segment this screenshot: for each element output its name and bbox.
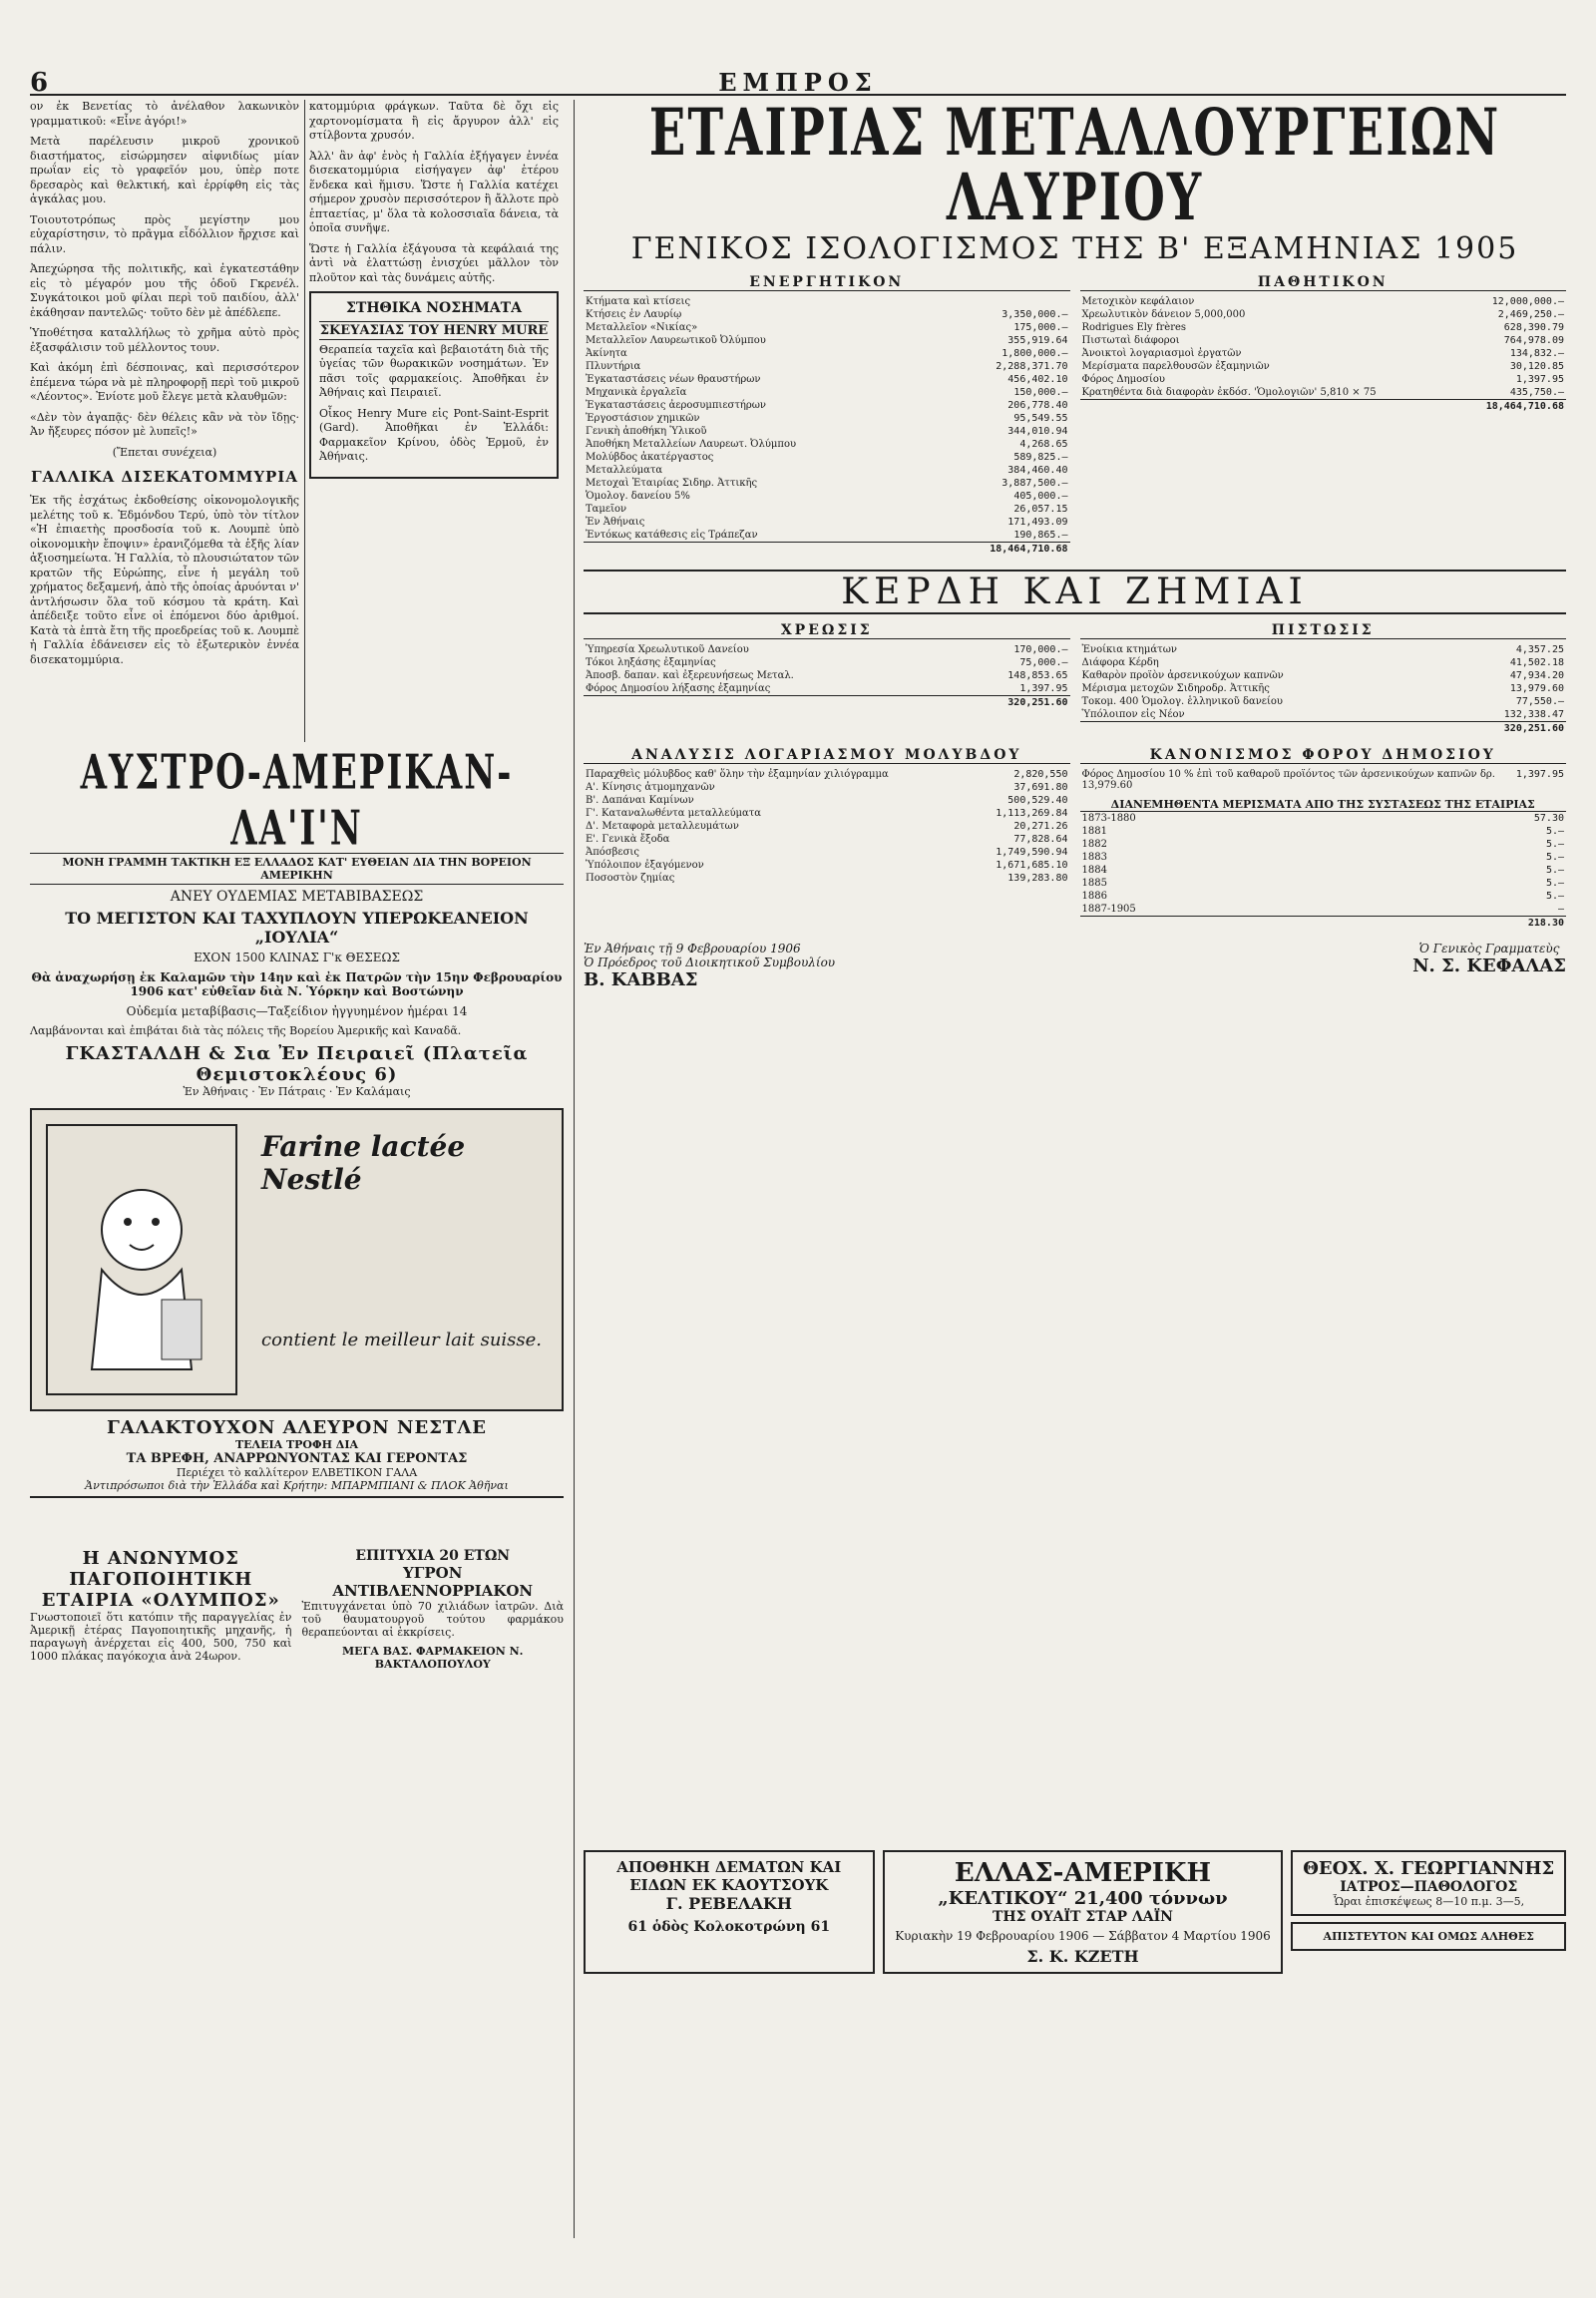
- row-value: 1,397.95: [1515, 374, 1564, 385]
- doctor-title: ΙΑΤΡΟΣ—ΠΑΘΟΛΟΓΟΣ: [1340, 1879, 1518, 1895]
- asset-row: [584, 477, 1070, 490]
- doctor-hours: Ὧραι ἐπισκέψεως 8—10 π.μ. 3—5,: [1333, 1895, 1525, 1908]
- total-value: 218.30: [1368, 917, 1566, 931]
- america-ad: [883, 1850, 1284, 1974]
- austro-line6: Οὐδεμία μεταβίβασις—Ταξείδιον ἠγγυημένον ἡμέραι 14: [126, 1004, 468, 1018]
- henry-mure-ad: [309, 291, 559, 479]
- row-value: 1,800,000.—: [1001, 348, 1068, 359]
- dividend-row: [1080, 903, 1567, 917]
- ad-address: Οἶκος Henry Mure εἰς Pont-Saint-Esprit (Gard). Ἀποθῆκαι ἐν Ἑλλάδι: Φαρμακεῖον Κρίνου, ὁδὸς Ἑρμοῦ, ἐν Ἀθήναις.: [319, 406, 549, 464]
- row-label: Μολύβδος ἀκατέργαστος: [586, 452, 714, 463]
- row-label: Ἀκίνητα: [586, 348, 627, 359]
- sign-date: Ἐν Ἀθήναις τῇ 9 Φεβρουαρίου 1906: [584, 942, 801, 956]
- ad-body: Θεραπεία ταχεῖα καὶ βεβαιοτάτη διὰ τῆς ὑγείας τῶν θωρακικῶν νοσημάτων. Ἐν πᾶσι τοῖς φαρμακείοις. Ἀποθῆκαι ἐν Ἀθήναις καὶ Πειραιεῖ.: [319, 342, 549, 400]
- president-name: Β. ΚΑΒΒΑΣ: [584, 969, 698, 990]
- row-value: 1,397.95: [1019, 683, 1068, 694]
- row-label: Δ'. Μεταφορὰ μεταλλευμάτων: [586, 821, 739, 832]
- row-value: 132,338.47: [1503, 709, 1564, 720]
- row-label: Ἀποθήκη Μεταλλείων Λαυρεωτ. Ὀλύμπου: [586, 439, 797, 450]
- paragraph: Ὥστε ἡ Γαλλία ἐξάγουσα τὰ κεφάλαιά της ἀντὶ νὰ ἐλαττώσῃ ἐνισχύει μᾶλλον τὸν πλοῦτον καὶ τὰς δυνάμεις αὐτῆς.: [309, 241, 559, 284]
- balance-subtitle: ΓΕΝΙΚΟΣ ΙΣΟΛΟΓΙΣΜΟΣ ΤΗΣ Β' ΕΞΑΜΗΝΙΑΣ 1905: [630, 231, 1519, 266]
- asset-row: [584, 503, 1070, 516]
- row-label: 1884: [1081, 865, 1107, 876]
- row-label: Ἐγκαταστάσεις νέων θραυστήρων: [586, 374, 761, 385]
- row-value: 500,529.40: [1007, 795, 1068, 806]
- total-row: [1080, 400, 1567, 414]
- row-label: Ἐργοστάσιον χημικῶν: [586, 413, 700, 424]
- asset-row: [584, 464, 1070, 477]
- rubber-owner: Γ. ΡΕΒΕΛΑΚΗ: [665, 1894, 792, 1913]
- row-value: 1,749,590.94: [996, 847, 1068, 858]
- epitychia-title: ΕΠΙΤΥΧΙΑ 20 ΕΤΩΝ: [355, 1548, 511, 1564]
- tax-heading: ΚΑΝΟΝΙΣΜΟΣ ΦΟΡΟΥ ΔΗΜΟΣΙΟΥ: [1080, 747, 1567, 764]
- paragraph: Ἀλλ' ἂν ἀφ' ἑνὸς ἡ Γαλλία ἐξήγαγεν ἐννέα δισεκατομμύρια εἰσήγαγεν ἀφ' ἑτέρου ἕνδεκα καὶ ἥμισυ. Ὥστε ἡ Γαλλία κατέχει σήμερον χρυσὸν περισσότερον ἢ ἄλλοτε πρὸ ἑπταετίας, μ' ὅλα τὰ κολοσσιαῖα δάνεια, τὰ ὁποῖα συνῆψε.: [309, 149, 559, 235]
- ad-title: ΣΤΗΘΙΚΑ ΝΟΣΗΜΑΤΑ: [346, 300, 522, 317]
- column-2: [309, 100, 559, 485]
- page-number: 6: [30, 68, 49, 98]
- row-label: Μέρισμα μετοχῶν Σιδηροδρ. Ἀττικῆς: [1081, 683, 1270, 694]
- row-value: 171,493.09: [1007, 517, 1068, 528]
- row-value: 41,502.18: [1509, 657, 1564, 668]
- paragraph: «Δὲν τὸν ἀγαπᾷς· δὲν θέλεις κἂν νὰ τὸν ἴδῃς· Ἀν ἤξευρες πόσον μὲ λυπεῖς!»: [30, 410, 299, 439]
- row-value: 26,057.15: [1013, 504, 1068, 515]
- liability-row: [1080, 373, 1567, 386]
- olympos-ad: [30, 1548, 292, 1671]
- total-row: [584, 543, 1070, 557]
- nestle-brand: Farine lactée Nestlé: [261, 1130, 466, 1196]
- row-label: Μετοχικὸν κεφάλαιον: [1081, 296, 1195, 307]
- lead-table: [584, 768, 1070, 885]
- row-value: 405,000.—: [1013, 491, 1068, 502]
- credit-heading: ΠΙΣΤΩΣΙΣ: [1080, 622, 1567, 639]
- page-header: [30, 68, 1566, 96]
- paragraph: Καὶ ἀκόμη ἐπὶ δέσποινας, καὶ περισσότερον ἐπέμενα τώρα νὰ μὲ πληροφορῇ περὶ τοῦ μικροῦ «Λέοντος». Ἐνίοτε μοῦ ἔλεγε μετὰ κλαυθμῶν:: [30, 361, 299, 404]
- paragraph: Ἀπεχώρησα τῆς πολιτικῆς, καὶ ἐγκατεστάθην εἰς τὸ μέγαρόν μου τῆς ὁδοῦ Γκρενέλ. Συγκάτοικοι μοῦ φίλαι περὶ τοῦ παιδίου, ἀλλ' ἐκάθησαν παντελῶς· τοῦτο δὲν μὲ ἀπέδλεπε.: [30, 262, 299, 319]
- ad-subtitle: ΣΚΕΥΑΣΙΑΣ ΤΟΥ HENRY MURE: [319, 321, 549, 340]
- america-ship: „ΚΕΛΤΙΚΟΥ“ 21,400 τόννων: [938, 1888, 1228, 1909]
- olympos-title: Η ΑΝΩΝΥΜΟΣ ΠΑΓΟΠΟΙΗΤΙΚΗ ΕΤΑΙΡΙΑ «ΟΛΥΜΠΟΣ»: [41, 1548, 280, 1611]
- row-label: Μηχανικὰ ἐργαλεῖα: [586, 387, 687, 398]
- nestle-ad-image: [30, 1108, 564, 1411]
- row-label: Μεταλλεύματα: [586, 465, 663, 476]
- row-label: Ἐν Ἀθήναις: [586, 517, 645, 528]
- row-label: Ὑπόλοιπον εἰς Νέον: [1081, 709, 1185, 720]
- debit-row: [584, 656, 1070, 669]
- lead-row: [584, 781, 1070, 794]
- lead-row: [584, 872, 1070, 885]
- row-label: Μερίσματα παρελθουσῶν ἐξαμηνιῶν: [1081, 361, 1270, 372]
- row-value: 355,919.64: [1007, 335, 1068, 346]
- row-value: 435,750.—: [1509, 387, 1564, 398]
- lower-left-ads: [30, 745, 564, 1671]
- paragraph: κατομμύρια φράγκων. Ταῦτα δὲ ὄχι εἰς χαρτονομίσματα ἢ εἰς ἄργυρον ἀλλ' εἰς στίλβοντα χρυσόν.: [309, 100, 559, 143]
- row-label: Ἐνοίκια κτημάτων: [1081, 644, 1177, 655]
- rubber-ad: [584, 1850, 875, 1974]
- lead-row: [584, 794, 1070, 807]
- row-label: Β'. Δαπάναι Καμίνων: [586, 795, 694, 806]
- asset-row: [584, 529, 1070, 543]
- nestle-box-text: contient le meilleur lait suisse.: [261, 1330, 543, 1350]
- nestle-desc1: ΤΕΛΕΙΑ ΤΡΟΦΗ ΔΙΑ: [234, 1438, 359, 1451]
- row-value: 5.—: [1545, 878, 1564, 889]
- row-value: 764,978.09: [1503, 335, 1564, 346]
- total-label: [1080, 400, 1461, 414]
- credit-table: [1080, 643, 1567, 735]
- row-value: 344,010.94: [1007, 426, 1068, 437]
- america-agent: Σ. Κ. ΚΖΕΤΗ: [1026, 1947, 1139, 1966]
- liability-row: [1080, 386, 1567, 400]
- article-heading: ΓΑΛΛΙΚΑ ΔΙΣΕΚΑΤΟΜΜΥΡΙΑ: [31, 468, 298, 487]
- lead-heading: ΑΝΑΛΥΣΙΣ ΛΟΓΑΡΙΑΣΜΟΥ ΜΟΛΥΒΔΟΥ: [584, 747, 1070, 764]
- row-label: Ἀποσβ. δαπαν. καὶ ἐξερευνήσεως Μεταλ.: [586, 670, 794, 681]
- row-label: Γ'. Καταναλωθέντα μεταλλεύματα: [586, 808, 762, 819]
- secretary-name: Ν. Σ. ΚΕΦΑΛΑΣ: [1412, 956, 1566, 976]
- asset-row: [584, 412, 1070, 425]
- row-value: 37,691.80: [1013, 782, 1068, 793]
- row-label: Ἀνοικτοὶ λογαριασμοὶ ἐργατῶν: [1081, 348, 1242, 359]
- credit-row: [1080, 708, 1567, 722]
- profit-loss-heading: ΚΕΡΔΗ ΚΑΙ ΖΗΜΙΑΙ: [584, 570, 1566, 614]
- lead-row: [584, 768, 1070, 781]
- asset-row: [584, 308, 1070, 321]
- row-label: Διάφορα Κέρδη: [1081, 657, 1159, 668]
- row-label: Ὑπηρεσία Χρεωλυτικοῦ Δανείου: [586, 644, 749, 655]
- row-label: Ἀπόσβεσις: [586, 847, 639, 858]
- right-ads: [1291, 1850, 1566, 1974]
- row-label: Κτήσεις ἐν Λαυρίῳ: [586, 309, 682, 320]
- credit-row: [1080, 695, 1567, 708]
- epitychia-text: Ἐπιτυγχάνεται ὑπὸ 70 χιλιάδων ἰατρῶν. Διὰ τοῦ θαυματουργοῦ τούτου φαρμάκου θεραπεύονται αἱ ἐκκρίσεις.: [301, 1600, 564, 1639]
- debit-row: [584, 643, 1070, 656]
- nestle-desc2: ΤΑ ΒΡΕΦΗ, ΑΝΑΡΡΩΝΥΟΝΤΑΣ ΚΑΙ ΓΕΡΟΝΤΑΣ: [126, 1451, 468, 1466]
- row-value: 1,671,685.10: [996, 860, 1068, 871]
- row-value: 12,000,000.—: [1491, 296, 1564, 307]
- row-value: 4,268.65: [1019, 439, 1068, 450]
- column-1: [30, 100, 299, 673]
- asset-row: [584, 334, 1070, 347]
- liability-row: [1080, 321, 1567, 334]
- credit-row: [1080, 682, 1567, 695]
- olympos-text: Γνωστοποιεῖ ὅτι κατόπιν τῆς παραγγελίας ἐν Ἀμερικῇ ἑτέρας Παγοποιητικῆς μηχανῆς, ἡ παραγωγὴ ἀνέρχεται εἰς 400, 500, 750 καὶ 1000 πλάκας παγόκοχια ἀνὰ 24ωρον.: [30, 1611, 292, 1663]
- liability-row: [1080, 360, 1567, 373]
- row-value: 75,000.—: [1019, 657, 1068, 668]
- row-value: 134,832.—: [1509, 348, 1564, 359]
- tax-value: 1,397.95: [1515, 769, 1564, 780]
- row-label: Α'. Κίνησις ἀτμομηχανῶν: [586, 782, 715, 793]
- row-label: Τοκομ. 400 Ὁμολογ. ἑλληνικοῦ δανείου: [1081, 696, 1284, 707]
- row-label: Ὁμολογ. δανείου 5%: [586, 491, 690, 502]
- row-value: 77,550.—: [1515, 696, 1564, 707]
- row-label: Μεταλλεῖον «Νικίας»: [586, 322, 698, 333]
- row-value: 5.—: [1545, 839, 1564, 850]
- austro-line4: ΕΧΟΝ 1500 ΚΛΙΝΑΣ Γ'κ ΘΕΣΕΩΣ: [194, 951, 400, 964]
- dividend-row: [1080, 838, 1567, 851]
- asset-row: [584, 321, 1070, 334]
- america-line: ΤΗΣ ΟΥΑΪΤ ΣΤΑΡ ΛΑΪΝ: [993, 1909, 1173, 1925]
- doctor-name: ΘΕΟΧ. Χ. ΓΕΩΡΓΙΑΝΝΗΣ: [1303, 1858, 1555, 1879]
- assets-heading: ΕΝΕΡΓΗΤΙΚΟΝ: [584, 274, 1070, 291]
- row-label: Ὑπόλοιπον ἐξαγόμενον: [586, 860, 704, 871]
- row-value: 47,934.20: [1509, 670, 1564, 681]
- liability-row: [1080, 347, 1567, 360]
- bottom-ads: [584, 1850, 1566, 1974]
- epitychia-ad: [302, 1548, 565, 1671]
- paragraph: Μετὰ παρέλευσιν μικροῦ χρονικοῦ διαστήματος, εἰσώρμησεν αἰφνιδίως μίαν πρωΐαν εἰς τὸ γραφεῖόν μου, ὑπὲρ ποτε δρεσαρὸς καὶ θελκτική, καὶ ἐρρίφθη εἰς τὰς ἀγκάλας μου.: [30, 135, 299, 206]
- row-value: 5.—: [1545, 852, 1564, 863]
- total-row: [1080, 917, 1567, 931]
- row-label: Rodrigues Ely frères: [1081, 322, 1187, 333]
- row-label: 1885: [1081, 878, 1107, 889]
- row-value: 139,283.80: [1007, 873, 1068, 884]
- asset-row: [584, 360, 1070, 373]
- total-label: [584, 696, 958, 710]
- row-label: Πλυντήρια: [586, 361, 641, 372]
- austro-line2: ΑΝΕΥ ΟΥΔΕΜΙΑΣ ΜΕΤΑΒΙΒΑΣΕΩΣ: [170, 889, 424, 905]
- assets-table: [584, 295, 1070, 556]
- balance-sheet: [584, 95, 1566, 990]
- row-value: 175,000.—: [1013, 322, 1068, 333]
- doctor-ad: [1291, 1850, 1566, 1916]
- row-label: Φόρος Δημοσίου: [1081, 374, 1165, 385]
- paragraph: Τοιουτοτρόπως πρὸς μεγίστην μου εὐχαρίστησιν, τὸ πρᾶγμα εἶδόλλιον ἤρχισε καὶ πάλιν.: [30, 212, 299, 255]
- row-value: 77,828.64: [1013, 834, 1068, 845]
- liabilities-heading: ΠΑΘΗΤΙΚΟΝ: [1080, 274, 1567, 291]
- total-label: [1080, 917, 1369, 931]
- lead-row: [584, 833, 1070, 846]
- nestle-agent: Ἀντιπρόσωποι διὰ τὴν Ἑλλάδα καὶ Κρήτην: ΜΠΑΡΜΠΙΑΝΙ & ΠΛΟΚ Ἀθῆναι: [30, 1479, 564, 1498]
- signatures: [584, 942, 1566, 990]
- row-value: 150,000.—: [1013, 387, 1068, 398]
- austro-line9: Ἐν Ἀθήναις · Ἐν Πάτραις · Ἐν Καλάμαις: [183, 1085, 411, 1098]
- row-value: 20,271.26: [1013, 821, 1068, 832]
- row-value: 148,853.65: [1007, 670, 1068, 681]
- total-row: [584, 696, 1070, 710]
- row-label: 1883: [1081, 852, 1107, 863]
- row-value: 1,113,269.84: [996, 808, 1068, 819]
- row-value: 5.—: [1545, 826, 1564, 837]
- column-divider: [304, 100, 305, 742]
- row-label: Μετοχαὶ Ἑταιρίας Σιδηρ. Ἀττικῆς: [586, 478, 758, 489]
- row-label: Παραχθεὶς μόλυβδος καθ' ὅλην τὴν ἐξαμηνίαν χιλιόγραμμα: [586, 769, 889, 780]
- liability-row: [1080, 295, 1567, 308]
- asset-row: [584, 451, 1070, 464]
- row-value: [936, 295, 1070, 308]
- total-row: [1080, 722, 1567, 736]
- tax-table: [1080, 768, 1567, 792]
- debit-heading: ΧΡΕΩΣΙΣ: [584, 622, 1070, 639]
- austro-line3: ΤΟ ΜΕΓΙΣΤΟΝ ΚΑΙ ΤΑΧΥΠΛΟΥΝ ΥΠΕΡΩΚΕΑΝΕΙΟΝ „ΙΟΥΛΙΑ“: [65, 909, 529, 947]
- row-label: Ἐντόκως κατάθεσις εἰς Τράπεζαν: [586, 530, 758, 541]
- row-label: Πιστωταὶ διάφοροι: [1081, 335, 1180, 346]
- row-label: 1873-1880: [1081, 813, 1136, 824]
- dividend-row: [1080, 812, 1567, 825]
- debit-table: [584, 643, 1070, 709]
- continuation-note: (Ἔπεται συνέχεια): [112, 445, 217, 459]
- row-label: Κρατηθέντα διὰ διαφορὰν ἐκδόσ. 'Ὁμολογιῶν' 5,810 × 75: [1081, 387, 1377, 398]
- dividend-row: [1080, 825, 1567, 838]
- row-label: Ποσοστὸν ζημίας: [586, 873, 675, 884]
- austro-line5: Θὰ ἀναχωρήσῃ ἐκ Καλαμῶν τὴν 14ην καὶ ἐκ Πατρῶν τὴν 15ην Φεβρουαρίου 1906 κατ' εὐθεῖαν διὰ Ν. Ὑόρκην καὶ Βοστώνην: [31, 970, 563, 998]
- dividend-row: [1080, 851, 1567, 864]
- row-value: 5.—: [1545, 865, 1564, 876]
- total-label: [584, 543, 936, 557]
- row-value: 5.—: [1545, 891, 1564, 902]
- asset-row: [584, 373, 1070, 386]
- total-label: [1080, 722, 1451, 736]
- dividend-heading: ΔΙΑΝΕΜΗΘΕΝΤΑ ΜΕΡΙΣΜΑΤΑ ΑΠΟ ΤΗΣ ΣΥΣΤΑΣΕΩΣ ΤΗΣ ΕΤΑΙΡΙΑΣ: [1080, 798, 1567, 812]
- row-value: 206,778.40: [1007, 400, 1068, 411]
- asset-row: [584, 399, 1070, 412]
- america-title: ΕΛΛΑΣ-ΑΜΕΡΙΚΗ: [954, 1858, 1212, 1888]
- row-value: 57.30: [1533, 813, 1564, 824]
- row-value: 95,549.55: [1013, 413, 1068, 424]
- dividend-row: [1080, 890, 1567, 903]
- dividend-row: [1080, 877, 1567, 890]
- liability-row: [1080, 308, 1567, 321]
- row-value: 2,288,371.70: [996, 361, 1068, 372]
- president-label: Ὁ Πρόεδρος τοῦ Διοικητικοῦ Συμβουλίου: [584, 956, 836, 969]
- row-value: 456,402.10: [1007, 374, 1068, 385]
- asset-row: [584, 490, 1070, 503]
- asset-row: [584, 347, 1070, 360]
- total-value: 320,251.60: [958, 696, 1070, 710]
- total-value: 18,464,710.68: [1461, 400, 1566, 414]
- row-label: 1886: [1081, 891, 1107, 902]
- lead-row: [584, 859, 1070, 872]
- row-value: 13,979.60: [1509, 683, 1564, 694]
- total-value: 18,464,710.68: [936, 543, 1070, 557]
- dividend-table: [1080, 812, 1567, 930]
- row-label: Κτήματα καὶ κτίσεις: [586, 296, 691, 307]
- column-divider: [574, 100, 575, 2238]
- total-value: 320,251.60: [1450, 722, 1566, 736]
- dividend-row: [1080, 864, 1567, 877]
- liability-row: [1080, 334, 1567, 347]
- row-label: Γενικὴ ἀποθήκη Ὑλικοῦ: [586, 426, 707, 437]
- credit-row: [1080, 643, 1567, 656]
- nestle-child-illustration: [42, 1120, 241, 1399]
- paragraph: Ἐκ τῆς ἐσχάτως ἐκδοθείσης οἰκονομολογικῆς μελέτης τοῦ κ. Ἐδμόνδου Τερύ, ὑπὸ τὸν τίτλον «Ἡ ἐπιαετὴς προσδοσία τοῦ κ. Λουμπὲ ὑπὸ οἰκονομικὴν ἔποψιν» ἐρανιζόμεθα τὰ ἑξῆς λίαν ἀξιοσημείωτα. Ἡ Γαλλία, τὸ πλουσιώτατον τῶν κρατῶν τῆς Εὐρώπης, εἶνε ἡ μεγάλη τοῦ χρήματος δεξαμενή, ἀπὸ τῆς ὁποίας ἀρυόνται ν' ἀντλήσωσιν ὅλα τοῦ κόσμου τὰ κράτη. Καὶ ἀπέδειξε τοῦτο εἶνε οἱ ἑπόμενοι δύο ἀριθμοί. Κατὰ τὰ ἑπτὰ ἔτη τῆς προεδρείας τοῦ κ. Λουμπὲ ἡ Γαλλία ἐδάνεισεν εἰς τὸ ἐξωτερικὸν ἐννέα δισεκατομμύρια.: [30, 494, 299, 666]
- row-label: Φόρος Δημοσίου λήξασης ἐξαμηνίας: [586, 683, 771, 694]
- masthead: ΕΜΠΡΟΣ: [718, 68, 878, 97]
- tax-text: Φόρος Δημοσίου 10 % ἐπὶ τοῦ καθαροῦ προϊόντος τῶν ἀρσενικούχων καπνῶν δρ. 13,979.60: [1081, 769, 1495, 791]
- row-value: —: [1557, 904, 1564, 915]
- row-label: Ταμεῖον: [586, 504, 627, 515]
- paragraph: Ὑποθέτησα καταλλήλως τὸ χρῆμα αὐτὸ πρὸς ἐξασφάλισιν τοῦ μέλλοντος τουν.: [30, 326, 299, 354]
- austro-line1: ΜΟΝΗ ΓΡΑΜΜΗ ΤΑΚΤΙΚΗ ΕΞ ΕΛΛΑΔΟΣ ΚΑΤ' ΕΥΘΕΙΑΝ ΔΙΑ ΤΗΝ ΒΟΡΕΙΟΝ ΑΜΕΡΙΚΗΝ: [30, 853, 564, 885]
- asset-row: [584, 425, 1070, 438]
- austro-title: ΑΥΣΤΡΟ-ΑΜΕΡΙΚΑΝ-ΛΑ'Ι'Ν: [80, 745, 514, 857]
- liabilities-table: [1080, 295, 1567, 413]
- row-label: 1881: [1081, 826, 1107, 837]
- lead-row: [584, 807, 1070, 820]
- row-value: 2,469,250.—: [1497, 309, 1564, 320]
- row-value: 190,865.—: [1013, 530, 1068, 541]
- america-dates: Κυριακὴν 19 Φεβρουαρίου 1906 — Σάββατον 4 Μαρτίου 1906: [895, 1929, 1271, 1943]
- row-value: 2,820,550: [1013, 769, 1068, 780]
- row-value: 384,460.40: [1007, 465, 1068, 476]
- rubber-address: 61 ὁδὸς Κολοκοτρώνη 61: [627, 1919, 831, 1935]
- epitychia-subtitle: ΥΓΡΟΝ ΑΝΤΙΒΛΕΝΝΟΡΡΙΑΚΟΝ: [332, 1564, 534, 1600]
- row-label: Χρεωλυτικὸν δάνειον 5,000,000: [1081, 309, 1246, 320]
- secretary-label: Ὁ Γενικὸς Γραμματεὺς: [1418, 942, 1560, 956]
- row-label: 1887-1905: [1081, 904, 1136, 915]
- austro-line7: Λαμβάνονται καὶ ἐπιβάται διὰ τὰς πόλεις τῆς Βορείου Ἀμερικῆς καὶ Καναδᾶ.: [30, 1024, 462, 1037]
- debit-row: [584, 682, 1070, 696]
- row-value: 628,390.79: [1503, 322, 1564, 333]
- photo-title: ΑΠΙΣΤΕΥΤΟΝ ΚΑΙ ΟΜΩΣ ΑΛΗΘΕΣ: [1323, 1930, 1534, 1943]
- row-value: 170,000.—: [1013, 644, 1068, 655]
- row-value: 3,350,000.—: [1001, 309, 1068, 320]
- asset-row: [584, 386, 1070, 399]
- asset-row: [584, 295, 1070, 308]
- paragraph: ον ἐκ Βενετίας τὸ ἀνέλαθον λακωνικὸν γραμματικοῦ: «Εἶνε ἀγόρι!»: [30, 100, 299, 128]
- row-label: Καθαρὸν προϊὸν ἀρσενικούχων καπνῶν: [1081, 670, 1284, 681]
- austro-line8: ΓΚΑΣΤΑΛΔΗ & Σια Ἐν Πειραιεῖ (Πλατεῖα Θεμιστοκλέους 6): [65, 1043, 529, 1085]
- credit-row: [1080, 669, 1567, 682]
- balance-title: ΕΤΑΙΡΙΑΣ ΜΕΤΑΛΛΟΥΡΓΕΙΩΝ ΛΑΥΡΙΟΥ: [648, 95, 1501, 236]
- row-label: Ε'. Γενικὰ ἔξοδα: [586, 834, 670, 845]
- photo-ad: [1291, 1922, 1566, 1951]
- row-value: 589,825.—: [1013, 452, 1068, 463]
- asset-row: [584, 438, 1070, 451]
- row-value: 4,357.25: [1515, 644, 1564, 655]
- lead-row: [584, 846, 1070, 859]
- row-label: Τόκοι ληξάσης ἐξαμηνίας: [586, 657, 716, 668]
- lead-row: [584, 820, 1070, 833]
- debit-row: [584, 669, 1070, 682]
- nestle-desc3: Περιέχει τὸ καλλίτερον ΕΛΒΕΤΙΚΟΝ ΓΑΛΑ: [176, 1466, 418, 1479]
- epitychia-pharmacy: ΜΕΓΑ ΒΑΣ. ΦΑΡΜΑΚΕΙΟΝ Ν. ΒΑΚΤΑΛΟΠΟΥΛΟΥ: [341, 1645, 524, 1671]
- rubber-title: ΑΠΟΘΗΚΗ ΔΕΜΑΤΩΝ ΚΑΙ ΕΙΔΩΝ ΕΚ ΚΑΟΥΤΣΟΥΚ: [616, 1858, 842, 1894]
- asset-row: [584, 516, 1070, 529]
- row-label: Μεταλλεῖον Λαυρεωτικοῦ Ὀλύμπου: [586, 335, 766, 346]
- row-label: 1882: [1081, 839, 1107, 850]
- row-value: 3,887,500.—: [1001, 478, 1068, 489]
- credit-row: [1080, 656, 1567, 669]
- nestle-product: ΓΑΛΑΚΤΟΥΧΟΝ ΑΛΕΥΡΟΝ ΝΕΣΤΛΕ: [106, 1417, 488, 1438]
- row-value: 30,120.85: [1509, 361, 1564, 372]
- row-label: Ἐγκαταστάσεις ἀεροσυμπιεστήρων: [586, 400, 766, 411]
